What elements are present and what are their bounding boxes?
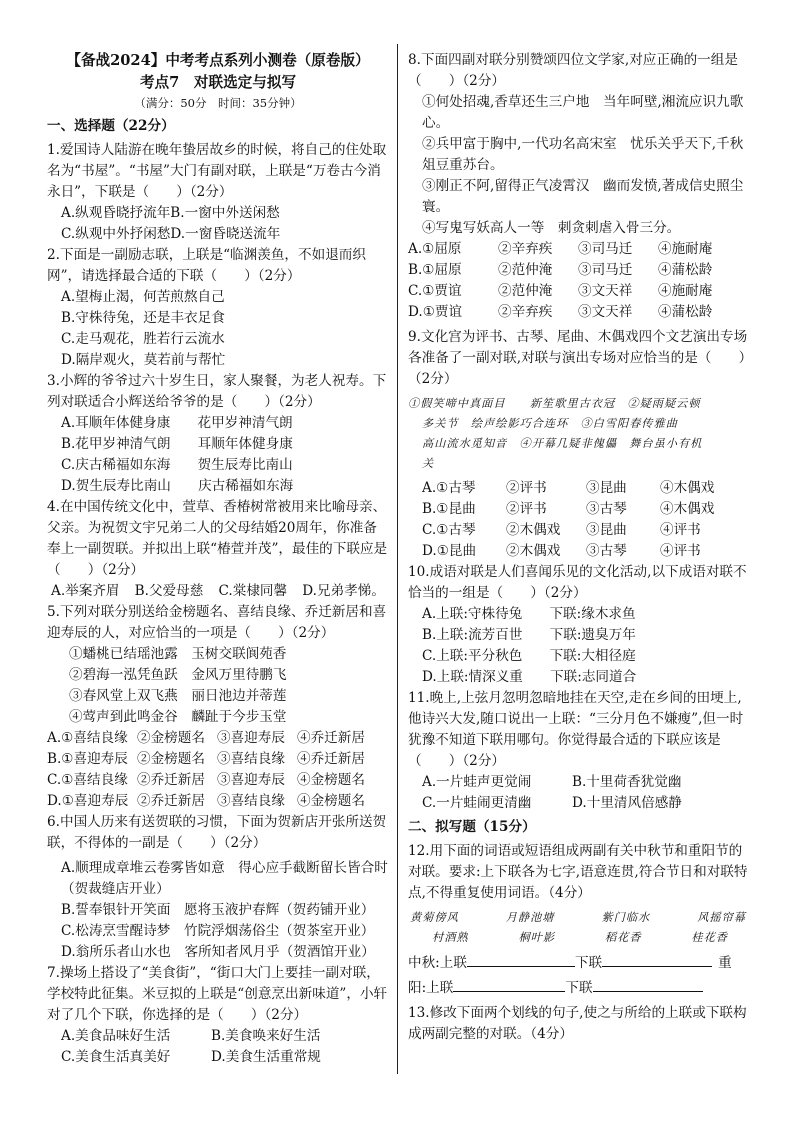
question-stem: 2.下面是一副励志联，上联是“临渊羡鱼，不如退而织网”，请选择最合适的下联（ ）（2分） xyxy=(47,247,366,284)
question-option: ②金榜题名 xyxy=(137,751,205,767)
question-option: ④评书 xyxy=(660,543,701,559)
question-option: ③司马迁 xyxy=(578,241,633,257)
question-option: C.美食生活真美好 xyxy=(61,1049,171,1065)
question-option: ②评书 xyxy=(506,480,547,496)
section-heading: 二、拟写题（15分） xyxy=(408,819,536,835)
question-option: ②木偶戏 xyxy=(506,543,561,559)
question-option: C.①贾谊 xyxy=(408,283,462,299)
question-option: ③喜结良缘 xyxy=(217,793,285,809)
question-option: ④蒲松龄 xyxy=(658,262,713,278)
question-option: D.上联:情深义重 下联:志同道合 xyxy=(422,669,637,685)
question-option: C.①古琴 xyxy=(422,522,476,538)
page-title: 【备战2024】中考考点系列小测卷（原卷版） xyxy=(66,52,370,69)
answer-label: 下联 xyxy=(565,980,593,996)
column-divider xyxy=(397,44,398,1074)
couplet-line: ③刚正不阿,留得正气凌霄汉 幽而发愤,著成信史照尘寰。 xyxy=(422,178,744,215)
question-option: ③文天祥 xyxy=(578,283,633,299)
exam-meta: （满分：50分 时间：35分钟） xyxy=(134,96,302,110)
question-option: ②辛弃疾 xyxy=(498,304,553,320)
couplet-line: ④写鬼写妖高人一等 刺贪刺虐入骨三分。 xyxy=(422,220,681,236)
question-option: B.守株待兔，还是丰衣足食 xyxy=(61,310,225,326)
question-option: ④木偶戏 xyxy=(660,501,715,517)
question-option: C.棠棣同馨 xyxy=(218,583,288,599)
left-column xyxy=(47,50,389,1068)
question-option: B.美食唤来好生活 xyxy=(211,1028,321,1044)
couplet-line: 多关节 绘声绘影巧合连环 ③白雪阳春传雅曲 xyxy=(422,417,678,430)
option-row xyxy=(408,260,748,281)
answer-label: 阳:上联 xyxy=(408,980,454,996)
right-column xyxy=(408,50,748,1045)
word-item: 村酒熟 xyxy=(432,931,469,944)
couplet-line: ②兵甲富于胸中,一代功名高宋室 忧乐关乎天下,千秋俎豆重苏台。 xyxy=(422,136,744,173)
question-option: C.上联:平分秋色 下联:大相径庭 xyxy=(422,648,636,664)
question-option: ③喜结良缘 xyxy=(217,751,285,767)
question-option: ②木偶戏 xyxy=(506,522,561,538)
question-option: ②范仲淹 xyxy=(498,262,553,278)
option-row xyxy=(47,1026,389,1047)
question-stem: 8.下面四副对联分别赞颂四位文学家,对应正确的一组是（ ）（2分） xyxy=(408,52,738,89)
word-item: 紫门临水 xyxy=(601,911,651,924)
page-subtitle: 考点7 对联选定与拟写 xyxy=(139,74,297,91)
question-option: B.花甲岁神清气朗 耳顺年体健身康 xyxy=(61,436,293,452)
question-option: D.隔岸观火，莫若前与帮忙 xyxy=(61,352,226,368)
option-row xyxy=(47,791,389,812)
question-option: A.顺理成章堆云卷雾皆如意 得心应手截断留长皆合时（贺裁缝店开业） xyxy=(61,860,388,897)
question-option: A.望梅止渴，何苦煎熬自己 xyxy=(61,289,225,305)
question-option: A.纵观昏晓抒流年B.一窗中外送闲愁 xyxy=(61,205,280,221)
answer-blank[interactable] xyxy=(467,952,575,967)
question-option: B.①喜迎寿辰 xyxy=(47,751,128,767)
option-row xyxy=(408,302,748,323)
question-option: ③文天祥 xyxy=(578,304,633,320)
couplet-line: 关 xyxy=(422,457,435,470)
word-item: 桂花香 xyxy=(691,931,728,944)
question-option: ②范仲淹 xyxy=(498,283,553,299)
question-option: D.兄弟孝悌。 xyxy=(302,583,385,599)
option-row xyxy=(408,541,748,562)
question-option: B.十里荷香犹觉幽 xyxy=(572,774,682,790)
question-option: ④金榜题名 xyxy=(297,793,365,809)
question-option: ③古琴 xyxy=(586,501,627,517)
couplet-line: 高山流水觅知音 ④开幕几疑非傀儡 舞台虽小有机 xyxy=(422,437,703,450)
question-option: B.上联:流芳百世 下联:遗臭万年 xyxy=(422,627,636,643)
question-option: ④乔迁新居 xyxy=(297,730,365,746)
couplet-line: ①蟠桃已结瑶池露 玉树交联阆苑香 xyxy=(69,646,287,662)
question-option: A.①古琴 xyxy=(422,480,476,496)
option-row xyxy=(408,520,748,541)
word-bank-row xyxy=(408,928,748,948)
question-stem: 10.成语对联是人们喜闻乐见的文化活动,以下成语对联不恰当的一组是（ ）（2分） xyxy=(408,564,747,601)
question-option: A.①屈原 xyxy=(408,241,462,257)
couplet-line: ①何处招魂,香草还生三户地 当年呵壁,湘流应识九歌心。 xyxy=(422,94,744,131)
question-stem: 9.文化宫为评书、古琴、尾曲、木偶戏四个文艺演出专场各准备了一副对联,对联与演出专场对应恰当的是（ ）（2分） xyxy=(408,329,748,387)
question-option: ④施耐庵 xyxy=(658,241,713,257)
option-row xyxy=(408,499,748,520)
question-option: ②辛弃疾 xyxy=(498,241,553,257)
option-row xyxy=(408,478,748,499)
question-option: ③喜迎寿辰 xyxy=(217,772,285,788)
question-option: C.走马观花，胜若行云流水 xyxy=(61,331,225,347)
couplet-line: ②碧海一泓凭鱼跃 金风万里待鹏飞 xyxy=(69,667,287,683)
question-option: ④评书 xyxy=(660,522,701,538)
option-row xyxy=(47,728,389,749)
question-stem: 7.操场上搭设了“美食街”，“街口大门上要挂一副对联，学校特此征集。米豆拟的上联是“创意烹出新味道”，小轩对了几个下联，你选择的是（ ）（2分） xyxy=(47,965,388,1023)
question-option: A.美食品味好生活 xyxy=(61,1028,171,1044)
question-option: A.举案齐眉 xyxy=(51,583,120,599)
answer-label: 下联 xyxy=(574,955,603,971)
answer-blank[interactable] xyxy=(453,977,565,992)
question-option: D.①昆曲 xyxy=(422,543,477,559)
question-option: B.父爱母慈 xyxy=(134,583,204,599)
answer-blank[interactable] xyxy=(593,977,703,992)
question-option: ③喜迎寿辰 xyxy=(217,730,285,746)
question-option: ③昆曲 xyxy=(586,480,627,496)
section-heading: 一、选择题（22分） xyxy=(47,118,175,134)
question-stem: 1.爱国诗人陆游在晚年蛰居故乡的时候，将自己的住处取名为“书屋”。“书屋”大门有副对联，上联是“万卷古今消永日”，下联是（ ）（2分） xyxy=(47,142,387,200)
question-option: D.①贾谊 xyxy=(408,304,463,320)
question-option: ②评书 xyxy=(506,501,547,517)
question-stem: 11.晚上,上弦月忽明忽暗地挂在天空,走在乡间的田埂上,他诗兴大发,随口说出一上联：“三分月色不嫌瘦”,但一时犹豫不知道下联用哪句。你觉得最合适的下联应该是（ ）（2分） xyxy=(408,690,744,769)
answer-label: 中秋:上联 xyxy=(408,955,467,971)
question-option: ③昆曲 xyxy=(586,522,627,538)
option-row xyxy=(47,749,389,770)
question-option: D.翁所乐者山水也 客所知者风月乎（贺酒馆开业） xyxy=(61,944,375,960)
question-option: ②乔迁新居 xyxy=(137,793,205,809)
question-option: A.上联:守株待兔 下联:缘木求鱼 xyxy=(422,606,636,622)
question-option: A.一片蛙声更觉闹 xyxy=(422,774,532,790)
option-row xyxy=(408,239,748,260)
question-option: D.①喜迎寿辰 xyxy=(47,793,129,809)
couplet-line: ③春风堂上双飞燕 丽日池边并蒂莲 xyxy=(69,688,287,704)
word-item: 风摇帘幕 xyxy=(697,911,746,924)
question-option: ②金榜题名 xyxy=(137,730,205,746)
question-option: A.①喜结良缘 xyxy=(47,730,128,746)
question-option: ②乔迁新居 xyxy=(137,772,205,788)
question-option: ④木偶戏 xyxy=(660,480,715,496)
answer-label: 重 xyxy=(718,955,732,971)
question-option: ④乔迁新居 xyxy=(297,751,365,767)
question-option: C.庆古稀福如东海 贺生辰寿比南山 xyxy=(61,457,293,473)
word-item: 桐叶影 xyxy=(518,931,556,944)
question-option: D.贺生辰寿比南山 庆古稀福如东海 xyxy=(61,478,294,494)
question-option: ③司马迁 xyxy=(578,262,633,278)
question-stem: 13.修改下面两个划线的句子,使之与所给的上联或下联构成两副完整的对联。（4分） xyxy=(408,1005,747,1042)
option-row xyxy=(47,1047,389,1068)
question-option: B.①昆曲 xyxy=(422,501,476,517)
question-option: C.①喜结良缘 xyxy=(47,772,128,788)
couplet-line: ④莺声到此鸣金谷 麟趾于今步玉堂 xyxy=(69,709,287,725)
question-option: ④蒲松龄 xyxy=(658,304,713,320)
question-stem: 12.用下面的词语或短语组成两副有关中秋节和重阳节的对联。要求:上下联各为七字,语意连贯,符合节日和对联特点,不得重复使用词语。（4分） xyxy=(408,843,748,901)
word-bank-row xyxy=(408,908,748,928)
answer-line-zhongqiu xyxy=(408,952,748,974)
option-row xyxy=(47,770,389,791)
question-option: C.一片蛙闹更清幽 xyxy=(422,795,532,811)
option-row xyxy=(408,281,748,302)
question-option: ④施耐庵 xyxy=(658,283,713,299)
word-item: 黄菊傍风 xyxy=(410,911,459,924)
question-stem: 4.在中国传统文化中，萱草、香椿树常被用来比喻母亲、父亲。为祝贺文宇兄弟二人的父母结婚20周年，你准备奉上一副贺联。并拟出上联“椿萱并茂”，最佳的下联应是（ ）（2分） xyxy=(47,499,388,578)
word-item: 月静池塘 xyxy=(505,911,555,924)
couplet-line: ①假笑啼中真面目 新笙歌里古衣冠 ②疑雨疑云顿 xyxy=(408,397,701,410)
option-row xyxy=(47,581,389,602)
question-stem: 5.下列对联分别送给金榜题名、喜结良缘、乔迁新居和喜迎寿辰的人，对应恰当的一项是（ ）（2分） xyxy=(47,604,387,641)
question-option: C.松涛烹雪醒诗梦 竹院浮烟荡俗尘（贺茶室开业） xyxy=(61,923,375,939)
question-option: D.十里清风倍感静 xyxy=(572,795,682,811)
question-stem: 6.中国人历来有送贺联的习惯，下面为贺新店开张所送贺联，不得体的一副是（ ）（2分） xyxy=(47,814,387,851)
question-option: ③古琴 xyxy=(586,543,627,559)
question-option: ④金榜题名 xyxy=(297,772,365,788)
question-option: B.誓奉银针开笑面 愿将玉液护春辉（贺药铺开业） xyxy=(61,902,375,918)
question-option: A.耳顺年体健身康 花甲岁神清气朗 xyxy=(61,415,293,431)
option-row xyxy=(408,772,748,793)
option-row xyxy=(408,793,748,814)
question-stem: 3.小辉的爷爷过六十岁生日，家人聚餐，为老人祝寿。下列对联适合小辉送给爷爷的是（ ）（2分） xyxy=(47,373,387,410)
question-option: C.纵观中外抒闲愁D.一窗昏晓送流年 xyxy=(61,226,281,242)
answer-blank[interactable] xyxy=(602,952,712,967)
word-item: 稻花香 xyxy=(604,931,642,944)
answer-line-chongyang xyxy=(408,977,748,999)
question-option: B.①屈原 xyxy=(408,262,462,278)
question-option: D.美食生活重常规 xyxy=(211,1049,321,1065)
